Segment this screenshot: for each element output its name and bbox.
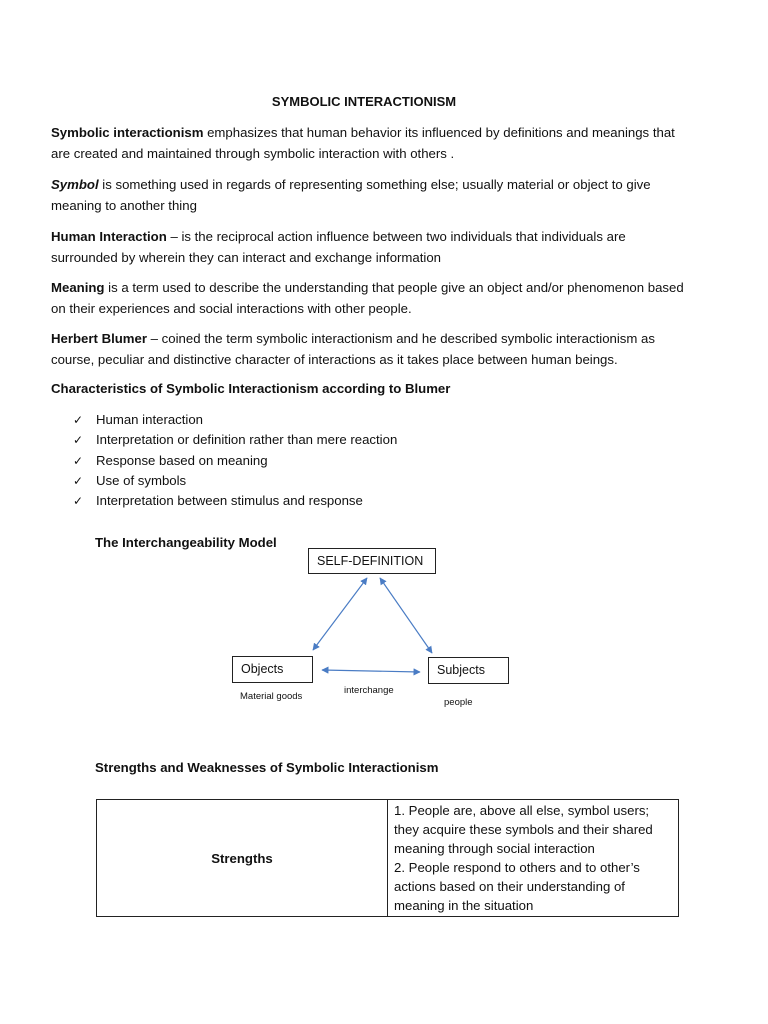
characteristics-heading: Characteristics of Symbolic Interactionism according to Blumer [51,381,451,396]
checkmark-icon: ✓ [73,473,84,488]
subjects-note: people [444,697,473,708]
definition: – is the reciprocal action influence between two individuals that individuals are surrounded by wherein they can interact and exchange information [51,229,626,265]
definition: is a term used to describe the understanding that people give an object and/or phenomenon based on their experiences and social interactions with other people. [51,280,684,316]
definition: emphasizes that human behavior its influenced by definitions and meanings that are created and maintained through symbolic interaction with others . [51,125,675,161]
arrow-objects-subjects [322,670,420,672]
term: Meaning [51,280,105,295]
subjects-box: Subjects [428,657,509,684]
strength-point: 1. People are, above all else, symbol users; they acquire these symbols and their shared meaning through social interaction [394,803,653,856]
self-definition-box: SELF-DEFINITION [308,548,436,574]
checkmark-icon: ✓ [73,494,84,509]
strengths-weaknesses-title: Strengths and Weaknesses of Symbolic Interactionism [95,760,439,775]
row-label: Strengths [97,800,388,917]
strength-point: 2. People respond to others and to other’s actions based on their understanding of meaning in the situation [394,860,640,913]
definition: – coined the term symbolic interactionism and he described symbolic interactionism as course, peculiar and distinctive character of interactions as it takes place between human beings. [51,331,655,367]
arrow-self-objects [313,578,367,650]
page-title: SYMBOLIC INTERACTIONISM [271,94,457,109]
checkmark-icon: ✓ [73,453,84,468]
checkmark-icon: ✓ [73,413,84,427]
definition: is something used in regards of representing something else; usually material or object to give meaning to another thing [51,177,651,213]
term: Human Interaction [51,229,167,244]
objects-note: Material goods [240,691,303,702]
term: Symbol [51,177,99,192]
list-item: ✓ Interpretation between stimulus and response [70,491,397,511]
table-row [97,800,679,917]
row-content [388,800,679,917]
term: Herbert Blumer [51,331,148,346]
arrow-self-subjects [380,578,432,653]
objects-box: Objects [232,656,313,683]
strengths-weaknesses-table [96,799,679,917]
model-title: The Interchangeability Model [95,535,277,550]
list-item: ✓ Human interaction [70,410,397,430]
interchange-label: interchange [344,685,394,696]
list-item: ✓ Interpretation or definition rather than mere reaction [70,430,397,450]
list-item: ✓ Use of symbols [70,471,397,491]
term: Symbolic interactionism [51,125,204,140]
checkmark-icon: ✓ [73,433,84,448]
list-item: ✓ Response based on meaning [70,451,397,471]
